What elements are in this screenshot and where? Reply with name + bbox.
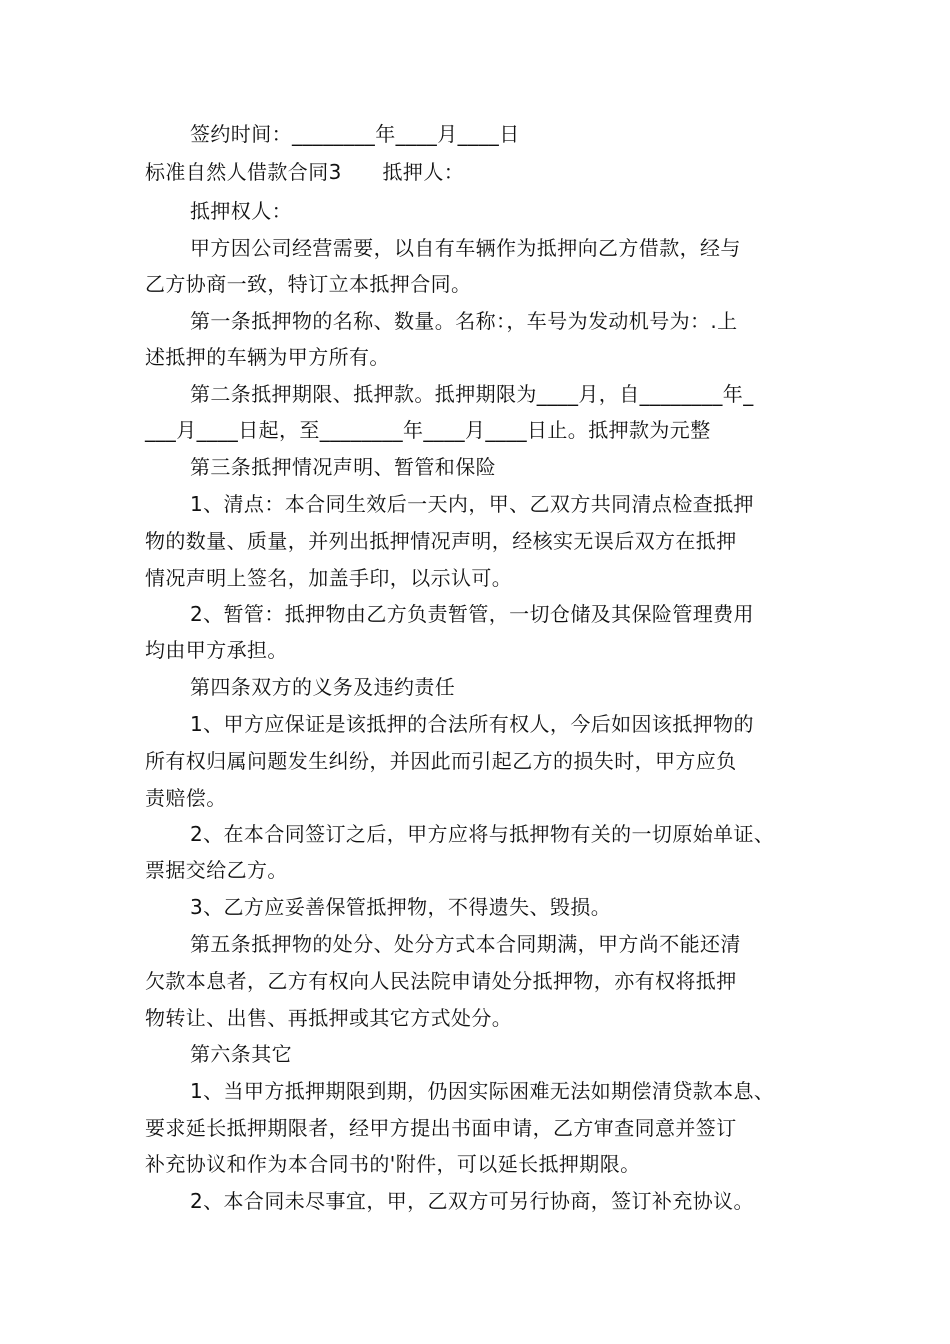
text-line: 2、本合同未尽事宜，甲，乙双方可另行协商，签订补充协议。 xyxy=(190,1189,754,1213)
text-line: 2、暂管：抵押物由乙方负责暂管，一切仓储及其保险管理费用 xyxy=(190,602,754,626)
text-line-article-2: 第二条抵押期限、抵押款。抵押期限为____月，自________年_ xyxy=(190,382,754,406)
text-line: ___月____日起，至________年____月____日止。抵押款为元整 xyxy=(145,418,711,442)
text-line: 1、甲方应保证是该抵押的合法所有权人，今后如因该抵押物的 xyxy=(190,712,754,736)
text-line-article-5: 第五条抵押物的处分、处分方式本合同期满，甲方尚不能还清 xyxy=(190,932,741,956)
text-line: 1、当甲方抵押期限到期，仍因实际困难无法如期偿清贷款本息、 xyxy=(190,1079,775,1103)
text-line: 2、在本合同签订之后，甲方应将与抵押物有关的一切原始单证、 xyxy=(190,822,775,846)
text-line: 责赔偿。 xyxy=(145,786,227,810)
text-line-title-mortgagor: 标准自然人借款合同3 抵押人： xyxy=(145,160,465,184)
text-line: 3、乙方应妥善保管抵押物，不得遗失、毁损。 xyxy=(190,895,612,919)
text-line-article-6: 第六条其它 xyxy=(190,1042,292,1066)
text-line-mortgagee: 抵押权人： xyxy=(190,199,292,223)
text-line: 述抵押的车辆为甲方所有。 xyxy=(145,345,390,369)
text-line: 物的数量、质量，并列出抵押情况声明，经核实无误后双方在抵押 xyxy=(145,529,737,553)
text-line: 均由甲方承担。 xyxy=(145,638,288,662)
text-line: 乙方协商一致，特订立本抵押合同。 xyxy=(145,272,472,296)
text-line: 票据交给乙方。 xyxy=(145,858,288,882)
text-line: 所有权归属问题发生纠纷，并因此而引起乙方的损失时，甲方应负 xyxy=(145,749,737,773)
text-line: 情况声明上签名，加盖手印，以示认可。 xyxy=(145,566,513,590)
text-line: 甲方因公司经营需要，以自有车辆作为抵押向乙方借款，经与 xyxy=(190,236,741,260)
text-line: 1、清点：本合同生效后一天内，甲、乙双方共同清点检查抵押 xyxy=(190,492,754,516)
text-line-article-3: 第三条抵押情况声明、暂管和保险 xyxy=(190,455,496,479)
text-line: 物转让、出售、再抵押或其它方式处分。 xyxy=(145,1006,513,1030)
text-line-article-1: 第一条抵押物的名称、数量。名称：，车号为发动机号为：.上 xyxy=(190,309,738,333)
text-line-article-4: 第四条双方的义务及违约责任 xyxy=(190,675,456,699)
text-line: 欠款本息者，乙方有权向人民法院申请处分抵押物，亦有权将抵押 xyxy=(145,969,737,993)
text-line: 补充协议和作为本合同书的'附件，可以延长抵押期限。 xyxy=(145,1152,641,1176)
text-line: 要求延长抵押期限者，经甲方提出书面申请，乙方审查同意并签订 xyxy=(145,1116,737,1140)
text-line-signing-date: 签约时间：________年____月____日 xyxy=(190,122,520,146)
